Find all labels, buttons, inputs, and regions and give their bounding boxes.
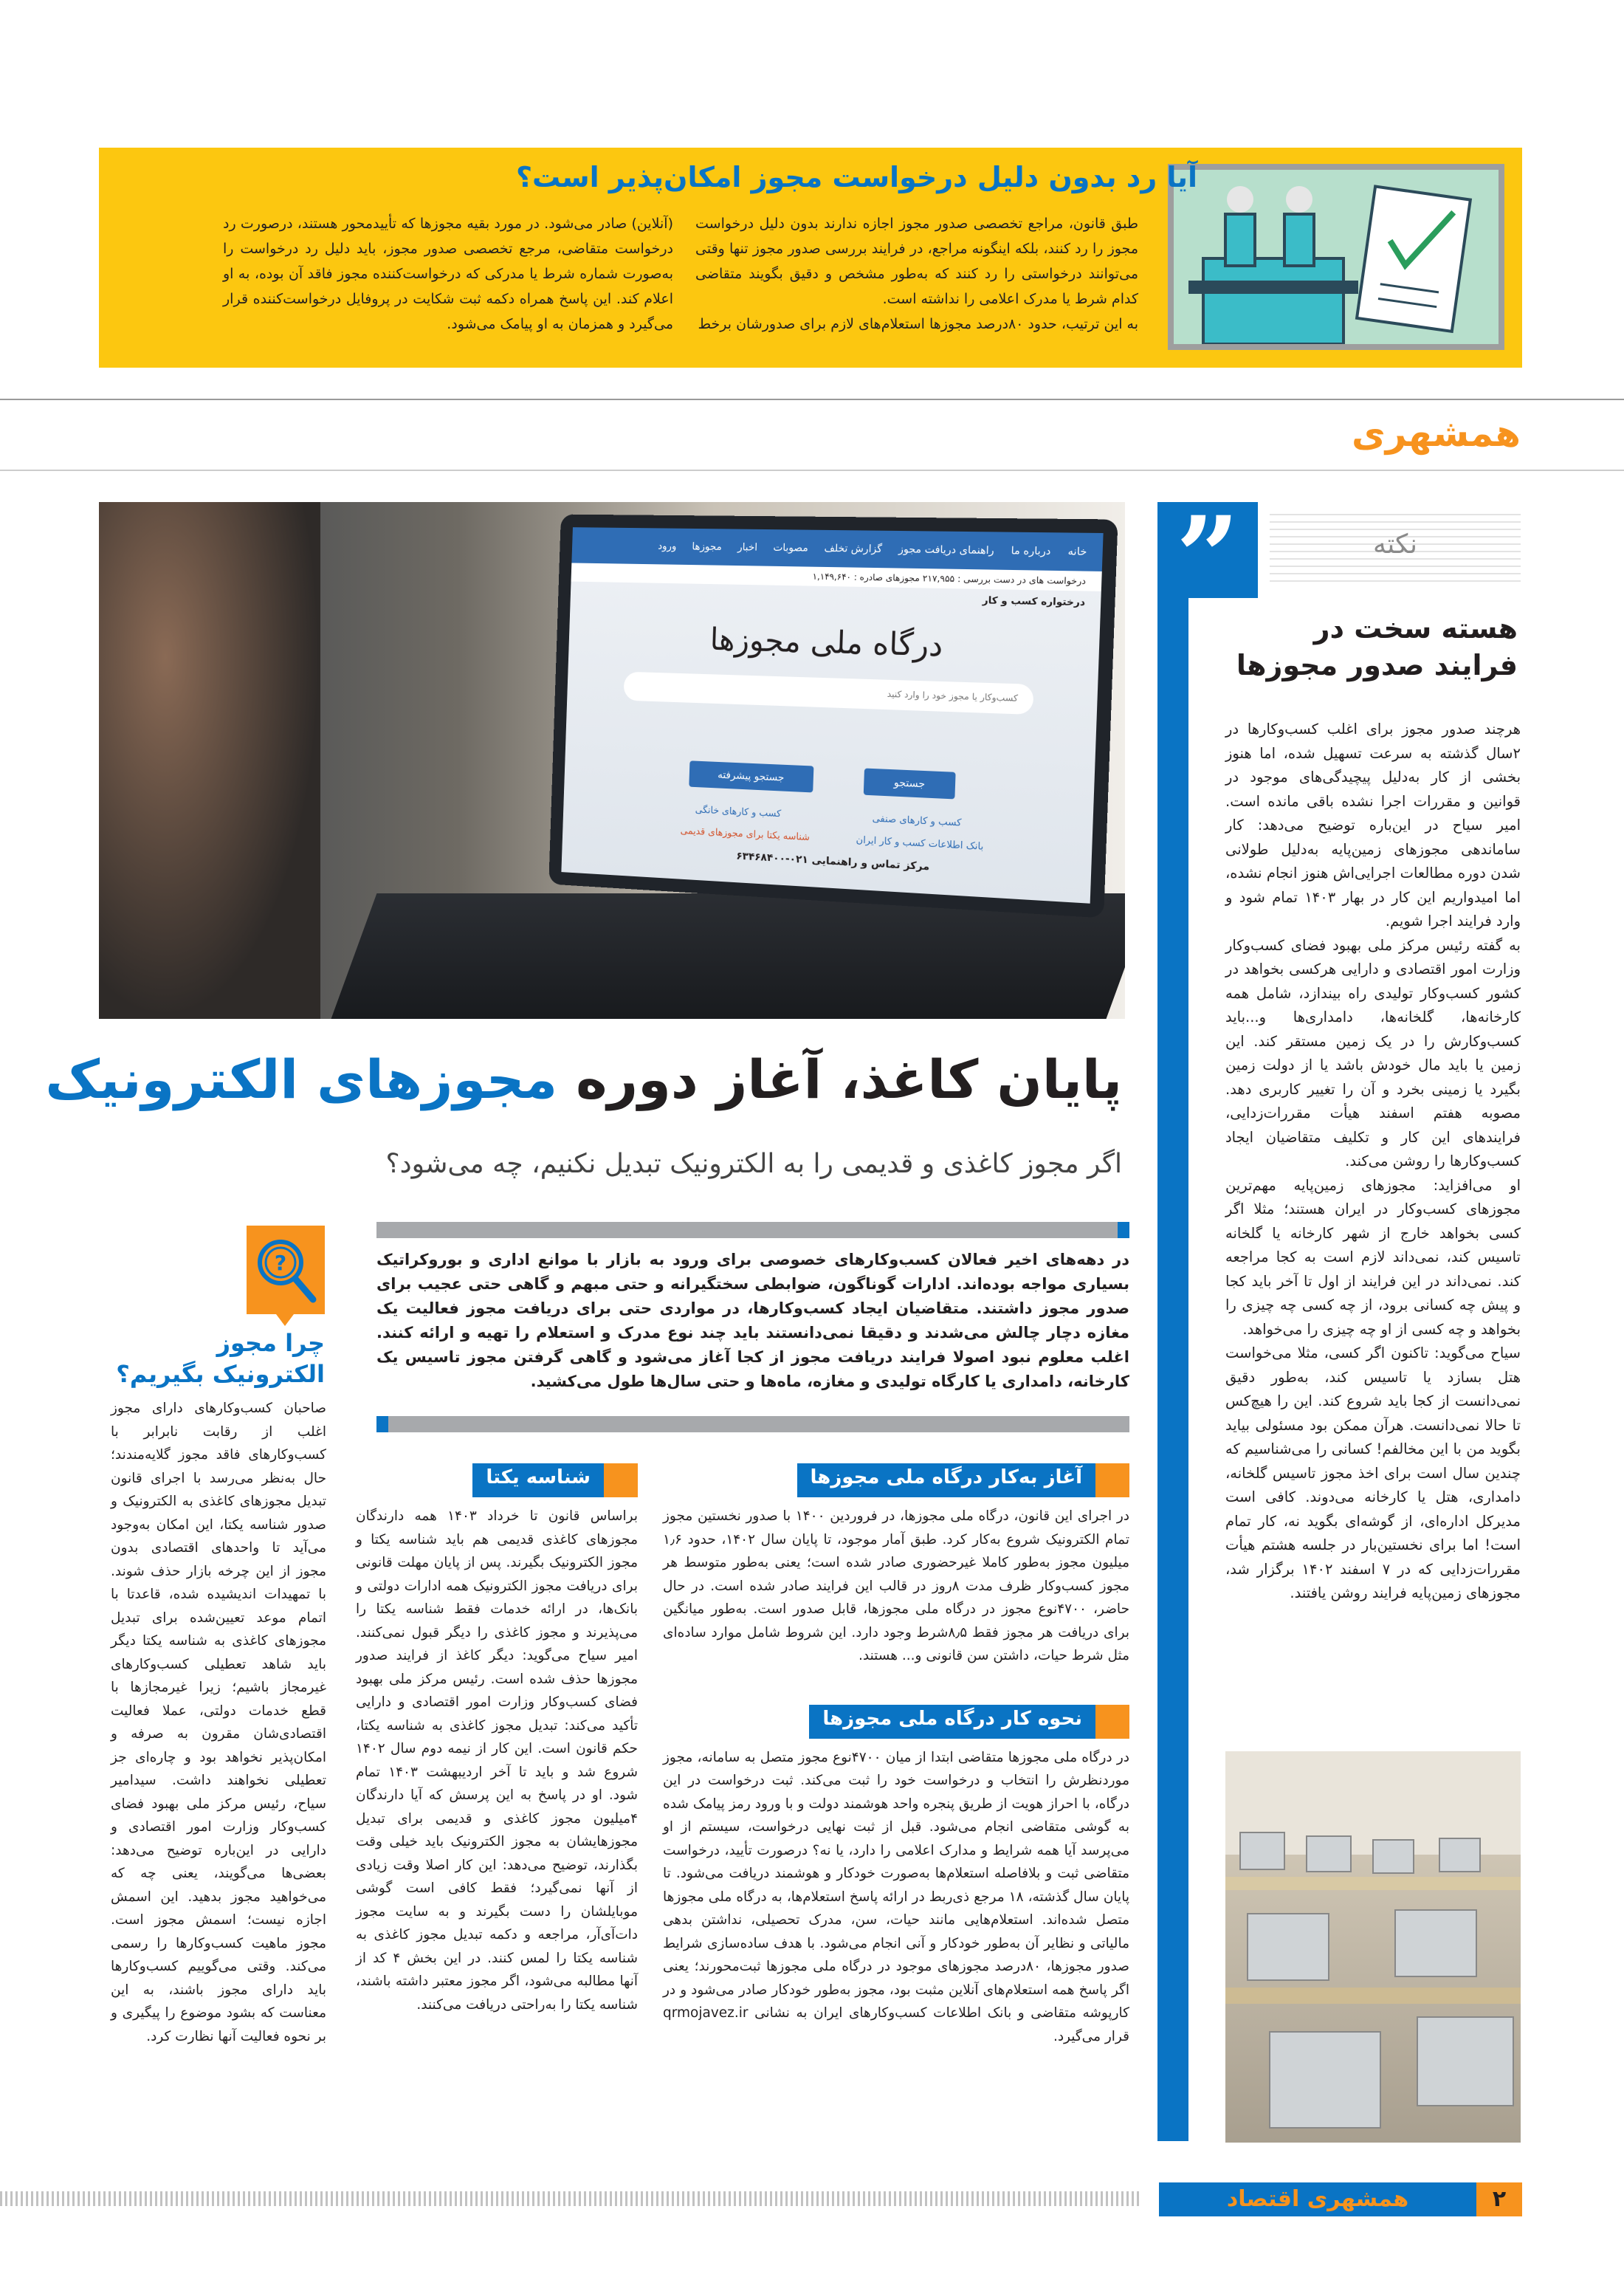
footer-rule <box>0 2191 1140 2206</box>
headline <box>45 1048 1122 1110</box>
portal-link: کسب و کارهای خانگی <box>695 804 782 820</box>
portal-link: بانک اطلاعات کسب و کار ایران <box>856 834 984 853</box>
section-body: براساس قانون تا خرداد ۱۴۰۳ همه دارندگان مجوزهای کاغذی قدیمی هم باید شناسه یکتا و مجوز الکترونیک بگیرند. پس از پایان مهلت قانونی برای دریافت مجوز الکترونیک همه ادارات دولتی و بانک‌ها، در ارائه خدمات فقط شناسه یکتا را می‌پذیرند و مجوز کاغذی را دیگر قبول نمی‌کنند. امیر سیاح می‌گوید: دیگر کاغذ از فرایند صدور مجوزها حذف شده است. رئیس مرکز ملی بهبود فضای کسب‌وکار وزارت امور اقتصادی و دارایی تأکید می‌کند: تبدیل مجوز کاغذی به شناسه یکتا، حکم قانون است. این کار از نیمه دوم سال ۱۴۰۲ شروع شد و باید تا آخر اردیبهشت ۱۴۰۳ تمام شود. او در پاسخ به این پرسش که آیا دارندگان ۴میلیون مجوز کاغذی و قدیمی برای تبدیل مجوزهایشان به مجوز الکترونیک باید خیلی وقت بگذارند، توضیح می‌دهد: این کار اصلا وقت زیادی از آنها نمی‌گیرد؛ فقط کافی است گوشی موبایلشان را دست بگیرند و به سایت مجوز دات‌آی‌آر، مراجعه و دکمه تبدیل مجوز کاغذی به شناسه یکتا را لمس کنند. در این بخش ۴ کد از آنها مطالبه می‌شود، اگر مجوز معتبر داشته باشند، شناسه یکتا را به‌راحتی دریافت می‌کنند. <box>356 1508 638 2013</box>
divider-bar <box>376 1222 1129 1238</box>
divider-bar <box>376 1416 1129 1432</box>
info-box-title: آیا رد بدون دلیل درخواست مجوز امکان‌پذیر است؟ <box>516 161 1197 193</box>
laptop-photo <box>99 502 1125 1019</box>
portal-search-input: کسب‌وکار یا مجوز خود را وارد کنید <box>623 672 1033 715</box>
sidebar-accent-bar <box>1157 502 1188 2141</box>
paragraph: به گفته رئیس مرکز ملی بهبود فضای کسب‌وکار وزارت امور اقتصادی و دارایی هرکسی بخواهد در کشور کسب‌وکار تولیدی راه بیندازد، شامل همه کارخانه‌ها، گلخانه‌ها، دامداری‌ها و...باید کسب‌وکارش را در یک زمین مستقر کند. این زمین یا باید مال خودش باشد یا از دولت زمین بگیرد یا زمینی بخرد و آن را تغییر کاربری دهد. مصوبه هفتم اسفند هیأت مقررات‌زدایی، فرایندهای این کار و تکلیف متقاضیان ایجاد کسب‌وکارها را روشن می‌کند. <box>1225 936 1521 1169</box>
section-launch <box>663 1463 1129 2048</box>
quote-icon: ” <box>1157 502 1258 598</box>
section-title: چرا مجوز الکترونیک بگیریم؟ <box>116 1329 325 1388</box>
section-heading <box>356 1463 638 1497</box>
section-title: نحوه کار درگاه ملی مجوزها <box>809 1705 1095 1739</box>
nav-item: گزارش تخلف <box>824 542 883 556</box>
question-magnifier-icon <box>247 1226 325 1314</box>
portal-advanced-search-button: جستجو پیشرفته <box>689 760 813 792</box>
subheadline: اگر مجوز کاغذی و قدیمی را به الکترونیک تبدیل نکنیم، چه می‌شود؟ <box>385 1149 1122 1179</box>
paragraph: او می‌افزاید: مجوزهای زمین‌پایه مهم‌ترین مجوزهای کسب‌وکار در ایران هستند؛ مثلا اگر کسی بخواهد خارج از شهر کارخانه یا گلخانه تاسیس کند، نمی‌داند لازم است به کجا مراجعه کند. نمی‌داند در این فرایند از اول تا آخر باید کجا و پیش چه کسانی برود، از چه کسی چه چیزی را بخواهد و چه کسی از او چه چیزی را می‌خواهد. <box>1225 1176 1521 1338</box>
portal-link: شناسه یکتا برای مجوزهای قدیمی <box>680 825 811 844</box>
factory-icon <box>1174 170 1499 344</box>
note-title: هسته سخت در فرایند صدور مجوزها <box>1236 612 1518 681</box>
paragraph: طبق قانون، مراجع تخصصی صدور مجوز اجازه ندارند بدون دلیل درخواست مجوز را رد کنند، بلکه اینگونه مراجع، در فرایند بررسی صدور مجوز تنها وقتی می‌توانند درخواستی را رد کنند که به‌طور مشخص و دقیق بگویند متقاضی کدام شرط یا مدرک اعلامی را نداشته است. <box>695 216 1138 307</box>
divider <box>0 470 1624 471</box>
nav-item: اخبار <box>737 541 758 554</box>
section-logo: همشهری اقتصاد <box>1159 2182 1476 2216</box>
page-number: ۲ <box>1476 2182 1522 2216</box>
headline-part: پایان کاغذ، آغاز دوره <box>576 1048 1122 1110</box>
paragraph: سیاح می‌گوید: تاکنون اگر کسی، مثلا می‌خواست هتل بسازد یا تاسیس کند، به‌طور دقیق نمی‌دانست از کجا باید شروع کند. این را هیچ‌کس تا حالا نمی‌دانست. هرآن ممکن بود مسئولی بیاید بگوید من با این مخالفم! کسانی را می‌شناسیم که چندین سال است برای اخذ مجوز تاسیس گلخانه، دامداری، هتل یا کارخانه می‌دوند. کافی است مدیرکل اداره‌ای، از گوشه‌ای بگوید نه، کار تمام است! اما برای نخستین‌بار در جلسه هشتم هیأت مقررات‌زدایی که در ۷ اسفند ۱۴۰۲ برگزار شد، مجوزهای زمین‌پایه فرایند روشن یافتند. <box>1225 1344 1521 1601</box>
paragraph: به این ترتیب، حدود ۸۰درصد مجوزها استعلام‌های لازم برای صدورشان برخط <box>698 316 1138 332</box>
section-body: در اجرای این قانون، درگاه ملی مجوزها، در فروردین ۱۴۰۰ با صدور نخستین مجوز تمام الکترونیک شروع به‌کار کرد. طبق آمار موجود، تا پایان سال ۱۴۰۲، حدود ۱٫۶ میلیون مجوز به‌طور کاملا غیرحضوری صادر شده است؛ یعنی به‌طور متوسط هر مجوز کسب‌وکار ظرف مدت ۸روز در قالب این فرایند صادر شده است. در حال حاضر، ۴۷۰۰نوع مجوز در درگاه ملی مجوزها، قابل صدور است. به‌طور میانگین برای دریافت هر مجوز فقط ۸٫۵شرط وجود دارد. این شروط شامل موارد ساده‌ای مثل شرط حیات، داشتن سن قانونی و... هستند. <box>663 1508 1130 1663</box>
portal-contact: مرکز تماس و راهنمایی ۰۲۱-۶۳۴۶۸۴۰۰ <box>736 850 930 873</box>
nav-item: راهنمای دریافت مجوز <box>898 543 995 557</box>
brand-logo: همشهری <box>1351 412 1521 455</box>
info-box-column-1 <box>695 211 1138 337</box>
section-heading <box>663 1705 1129 1739</box>
portal-title: درگاه ملی مجوزها <box>709 621 944 664</box>
section-body: صاحبان کسب‌وکارهای دارای مجوز اغلب از رقابت نابرابر با کسب‌وکارهای فاقد مجوز گلایه‌مندند؛ حال به‌نظر می‌رسد با اجرای قانون تبدیل مجوزهای کاغذی به الکترونیک و صدور شناسه یکتا، این امکان به‌وجود می‌آید تا واحدهای اقتصادی بدون مجوز از این چرخه بازار حذف شوند. با تمهیدات اندیشیده شده، قاعدتا با اتمام موعد تعیین‌شده برای تبدیل مجوزهای کاغذی به شناسه یکتا دیگر باید شاهد تعطیلی کسب‌وکارهای غیرمجاز باشیم؛ زیرا غیرمجازها با قطع خدمات دولتی، عملا فعالیت اقتصادی‌شان مقرون به صرفه و امکان‌پذیر نخواهد بود و چاره‌ای جز تعطیلی نخواهند داشت. سیدامیر سیاح، رئیس مرکز ملی بهبود فضای کسب‌وکار وزارت امور اقتصادی و دارایی در این‌باره توضیح می‌دهد: بعضی‌ها می‌گویند، یعنی چه که می‌خواهید مجوز بدهید. این اسمش اجازه نیست؛ اسمش مجوز است. مجوز ماهیت کسب‌وکارها را رسمی می‌کند. وقتی می‌گوییم کسب‌وکارها باید دارای مجوز باشند، به این معناست که بشود موضوع را پیگیری و بر نحوه فعالیت آنها نظارت کرد. <box>111 1401 326 2044</box>
lead-paragraph: در دهه‌های اخیر فعالان کسب‌وکارهای خصوصی برای ورود به بازار با موانع اداری و بوروکراتیک بسیاری مواجه بوده‌اند. ادارات گوناگون، ضوابطی سختگیرانه و حتی مبهم و گاهی حتی عجیب برای صدور مجوز داشتند. متقاضیان ایجاد کسب‌وکارها، در مواردی حتی برای دریافت مجوز فعالیت یک مغازه دچار چالش می‌شدند و دقیقا نمی‌دانستند باید چند نوع مدرک و استعلام را تهیه و ارائه کنند. اغلب معلوم نبود اصولا فرایند دریافت مجوز از کجا آغاز می‌شود و گاهی گرفتن مجوز تاسیس یک کارخانه، دامداری یا کارگاه تولیدی و مغازه، ماه‌ها و حتی سال‌ها طول می‌کشید. <box>376 1251 1129 1390</box>
section-title: شناسه یکتا <box>472 1463 604 1497</box>
section-body: در درگاه ملی مجوزها متقاضی ابتدا از میان ۴۷۰۰نوع مجوز متصل به سامانه، مجوز موردنظرش را انتخاب و درخواست خود را ثبت می‌کند. ثبت درخواست در این درگاه، با احراز هویت از طریق پنجره واحد هوشمند دولت و با ورود رمز پیامک شده به گوشی متقاضی انجام می‌شود. قبل از ثبت نهایی درخواست، سیستم از او می‌پرسد آیا همه شرایط و مدارک اعلامی را دارد، یا نه؟ درصورت تأیید، درخواست متقاضی ثبت و بلافاصله استعلام‌ها به‌صورت خودکار و هوشمند دریافت می‌شود. تا پایان سال گذشته، ۱۸ مرجع ذی‌ربط در ارائه پاسخ استعلام‌ها، به درگاه ملی مجوزها متصل شده‌اند. استعلام‌هایی مانند حیات، سن، مدرک تحصیلی، نداشتن بدهی مالیاتی و نظایر آن به‌طور خودکار و آنی انجام می‌شود. با هدف ساده‌سازی شرایط صدور مجوزها، ۸۰درصد مجوزهای موجود در درگاه ملی مجوزها ثبت‌محورند؛ یعنی اگر پاسخ همه استعلام‌های آنلاین مثبت بود، مجوز به‌طور خودکار صادر می‌شود و در کارپوشه متقاضی و بانک اطلاعات کسب‌وکارهای ایران به نشانی qrmojavez.ir قرار می‌گیرد. <box>663 1749 1129 2044</box>
note-body <box>1225 718 1521 1606</box>
computer-classroom-photo <box>1225 1751 1521 2143</box>
svg-text:?: ? <box>274 1251 287 1275</box>
factory-checklist-illustration <box>1168 164 1504 350</box>
nav-item: خانه <box>1067 546 1087 558</box>
section-heading <box>663 1463 1129 1497</box>
info-box <box>99 148 1522 368</box>
section-unique-id <box>356 1463 638 2016</box>
portal-stats: درخواست های در دست بررسی : ۲۱۷,۹۵۵ مجوزهای صادره : ۱,۱۴۹,۶۴۰ <box>571 563 1102 591</box>
nav-item: مجوزها <box>692 540 723 553</box>
portal-tree-link: درختواره کسب و کار <box>982 595 1086 609</box>
nav-item: درباره ما <box>1011 545 1051 558</box>
person-silhouette <box>99 502 320 1019</box>
portal-link: کسب و کارهای صنفی <box>872 813 962 829</box>
section-title: آغاز به‌کار درگاه ملی مجوزها <box>797 1463 1095 1497</box>
headline-highlight: مجوزهای الکترونیک <box>45 1048 558 1110</box>
divider <box>0 399 1624 400</box>
laptop-keyboard <box>323 893 1125 1019</box>
nav-item: ورود <box>658 540 677 553</box>
info-box-column-2: (آنلاین) صادر می‌شود. در مورد بقیه مجوزها که تأییدمحور هستند، درصورت رد درخواست متقاضی، مرجع تخصصی صدور مجوز، باید دلیل رد درخواست را به‌صورت شماره شرط یا مدرکی که درخواست‌کننده مجوز فاقد آن بوده، به او اعلام کند. این پاسخ همراه دکمه ثبت شکایت در پروفایل درخواست‌کننده قرار می‌گیرد و همزمان به او پیامک می‌شود. <box>223 216 673 332</box>
paragraph: هرچند صدور مجوز برای اغلب کسب‌وکارها در ۲سال گذشته به سرعت تسهیل شده، اما هنوز بخشی از کار به‌دلیل پیچیدگی‌های موجود در قوانین و مقررات اجرا نشده باقی مانده است. امیر سیاح در این‌باره توضیح می‌دهد: کار ساماندهی مجوزهای زمین‌پایه به‌دلیل طولانی شدن دوره مطالعات اجرایی‌اش هنوز انجام نشده، اما امیدواریم این کار در بهار ۱۴۰۳ تمام شود و وارد فرایند اجرا شویم. <box>1225 721 1521 930</box>
note-label: نکته <box>1270 508 1521 582</box>
portal-search-button: جستجو <box>864 769 956 800</box>
nav-item: مصوبات <box>773 542 809 554</box>
laptop-screen <box>548 515 1118 918</box>
